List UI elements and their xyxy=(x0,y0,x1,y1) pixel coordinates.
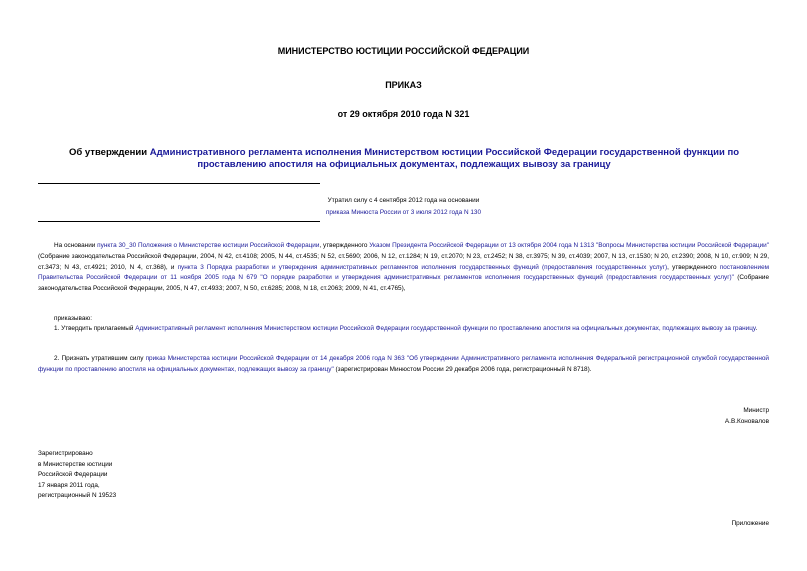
basis-paragraph xyxy=(38,241,769,295)
ministry-heading: МИНИСТЕРСТВО ЮСТИЦИИ РОССИЙСКОЙ ФЕДЕРАЦИИ xyxy=(277,46,530,56)
basis-text-1: На основании xyxy=(54,242,98,249)
basis-text-5: (Собрание законодательства Российской Федерации, 2005, N 47, ст.4933; 2007, N 50, ст.6285; 2008, N 18, ст.2063; 2009, N 41, ст.4765), xyxy=(38,274,769,293)
registration-line: Российской Федерации xyxy=(38,471,108,479)
basis-link-government-resolution[interactable]: постановлением Правительства Российской Федерации от 11 ноября 2005 года N 679 "О порядке разработки и утверждения административных регламентов исполнения государственных функций (предоставления государственных услуг)" xyxy=(38,263,770,282)
signature-role: Министр xyxy=(743,407,769,414)
date-number-heading: от 29 октября 2010 года N 321 xyxy=(337,109,470,119)
item2-text-2: (зарегистрирован Минюстом России 29 декабря 2006 года, регистрационный N 8718). xyxy=(333,365,592,373)
appendix-label: Приложение xyxy=(731,520,769,527)
registration-block xyxy=(38,449,238,502)
registration-line: Зарегистрировано xyxy=(38,450,93,457)
basis-text-3: (Собрание законодательства Российской Федерации, 2004, N 42, ст.4108; 2005, N 44, ст.4535; N 52, ст.5690; 2006, N 12, ст.1284; N 19, ст.2070; N 23, ст.2452; N 38, ст.3975; N 39, ст.4039; 2007, N 13, ст.1530; N 20, ст.2390; 2008, N 10, ст.909; N 29, ст.3473; N 43, ст.4921; 2010, N 4, ст.368), и xyxy=(38,252,769,271)
order-item-1 xyxy=(38,324,769,335)
basis-link-ministry-regulation[interactable]: пункта 30_30 Положения о Министерстве юстиции Российской Федерации xyxy=(97,242,320,249)
basis-text-4: , утвержденного xyxy=(667,263,720,271)
item1-regulation-link[interactable]: Административный регламент исполнения Министерством юстиции Российской Федерации государственной функции по проставлению апостиля на официальных документах, подлежащих вывозу за границу xyxy=(135,325,756,332)
order-item-2 xyxy=(38,354,769,376)
order-word: приказываю: xyxy=(54,315,92,322)
registration-line: в Министерстве юстиции xyxy=(38,460,113,468)
basis-link-president-decree[interactable]: Указом Президента Российской Федерации от 13 октября 2004 года N 1313 "Вопросы Министерства юстиции Российской Федерации" xyxy=(369,242,770,249)
basis-text-2: , утвержденного xyxy=(319,242,370,249)
divider-top xyxy=(38,183,320,184)
title-prefix: Об утверждении xyxy=(69,147,150,158)
title-regulation-link[interactable]: Административного регламента исполнения Министерством юстиции Российской Федерации государственной функции по проставлению апостиля на официальных документах, подлежащих вывозу за границу xyxy=(149,147,739,170)
item1-text-2: . xyxy=(755,325,758,332)
expired-order-link[interactable]: приказа Минюста России от 3 июля 2012 года N 130 xyxy=(325,209,482,216)
divider-bottom xyxy=(38,221,320,222)
registration-line: регистрационный N 19523 xyxy=(38,492,117,500)
signature-name: А.В.Коновалов xyxy=(724,418,769,425)
registration-line: 17 января 2011 года, xyxy=(38,481,100,489)
item2-text-1: 2. Признать утратившим силу xyxy=(54,355,146,362)
basis-link-procedure-item[interactable]: пункта 3 Порядка разработки и утверждения административных регламентов исполнения государственных функций (предоставления государственных услуг) xyxy=(177,263,668,271)
document-title xyxy=(40,147,768,171)
doc-type-heading: ПРИКАЗ xyxy=(385,80,422,90)
expired-note xyxy=(0,195,807,219)
item2-old-order-link[interactable]: приказ Министерства юстиции Российской Федерации от 14 декабря 2006 года N 363 "Об утверждении Административного регламента исполнения Федеральной регистрационной службой государственной функции по проставлению апостиля на официальных документах, подлежащих вывозу за границу" xyxy=(38,355,769,373)
expired-text: Утратил силу с 4 сентября 2012 года на основании xyxy=(327,197,480,204)
item1-text-1: 1. Утвердить прилагаемый xyxy=(54,325,136,332)
signature-block xyxy=(600,405,769,427)
